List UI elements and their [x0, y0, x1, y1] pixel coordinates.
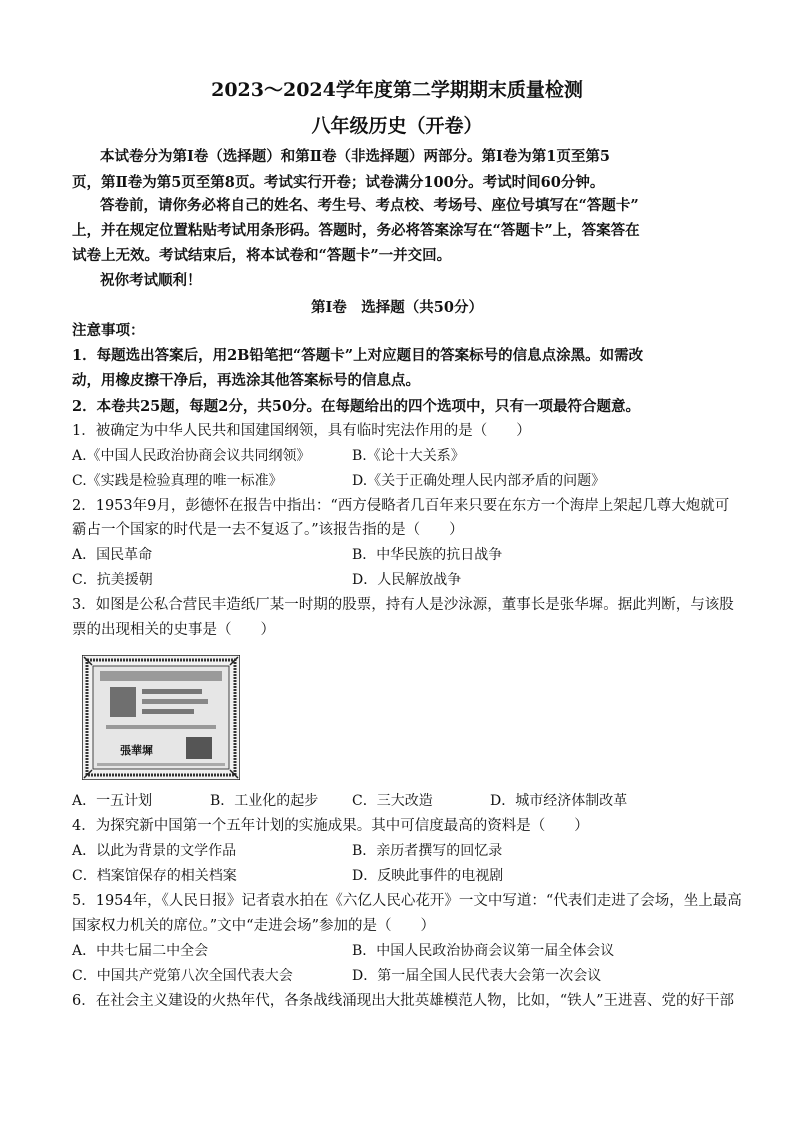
question-stem: 霸占一个国家的时代是一去不复返了。”该报告指的是（ ） [72, 522, 464, 538]
question-stem: 1．被确定为中华人民共和国建国纲领，具有临时宪法作用的是（ ） [72, 423, 531, 439]
option-a: A.《中国人民政治协商会议共同纲领》 [72, 448, 311, 464]
option-b: B.《论十大关系》 [352, 448, 465, 464]
intro-line: 试卷上无效。考试结束后，将本试卷和“答题卡”一并交回。 [72, 247, 452, 264]
option-c: C．抗美援朝 [72, 572, 153, 588]
intro-line: 页，第Ⅱ卷为第5页至第8页。考试实行开卷；试卷满分100分。考试时间60分钟。 [72, 174, 605, 191]
intro-line: 上，并在规定位置粘贴考试用条形码。答题时，务必将答案涂写在“答题卡”上，答案答在 [72, 222, 640, 239]
option-b: B．中华民族的抗日战争 [352, 547, 503, 563]
option-d: D.《关于正确处理人民内部矛盾的问题》 [352, 473, 606, 489]
notice-line: 动，用橡皮擦干净后，再选涂其他答案标号的信息点。 [72, 372, 420, 389]
option-a: A．一五计划 [72, 793, 153, 809]
option-b: B．中国人民政治协商会议第一届全体会议 [352, 943, 615, 959]
option-d: D．城市经济体制改革 [490, 793, 628, 809]
option-a: A．国民革命 [72, 547, 153, 563]
option-b: B．亲历者撰写的回忆录 [352, 843, 503, 859]
question-stem: 国家权力机关的席位。”文中“走进会场”参加的是（ ） [72, 918, 435, 934]
stock-certificate-image [82, 655, 240, 780]
option-a: A．以此为背景的文学作品 [72, 843, 237, 859]
option-c: C．三大改造 [352, 793, 433, 809]
question-stem: 3．如图是公私合营民丰造纸厂某一时期的股票，持有人是沙泳源，董事长是张华墀。据此判断，与该股 [72, 597, 734, 613]
option-b: B．工业化的起步 [210, 793, 319, 809]
exam-title: 2023～2024学年度第二学期期末质量检测 [211, 79, 583, 101]
notice-line: 2．本卷共25题，每题2分，共50分。在每题给出的四个选项中，只有一项最符合题意。 [72, 398, 641, 415]
notice-heading: 注意事项： [72, 322, 145, 339]
option-c: C．档案馆保存的相关档案 [72, 868, 237, 884]
section-title: 第Ⅰ卷 选择题（共50分） [311, 299, 483, 316]
question-stem: 4．为探究新中国第一个五年计划的实施成果。其中可信度最高的资料是（ ） [72, 818, 589, 834]
notice-line: 1．每题选出答案后，用2B铅笔把“答题卡”上对应题目的答案标号的信息点涂黑。如需改 [72, 347, 644, 364]
option-a: A．中共七届二中全会 [72, 943, 209, 959]
stock-holder-text: 張華墀 [120, 744, 153, 757]
intro-line: 本试卷分为第Ⅰ卷（选择题）和第Ⅱ卷（非选择题）两部分。第Ⅰ卷为第1页至第5 [100, 148, 610, 165]
question-stem: 6．在社会主义建设的火热年代，各条战线涌现出大批英雄模范人物，比如，“铁人”王进喜、党的好干部 [72, 993, 735, 1009]
option-d: D．反映此事件的电视剧 [352, 868, 504, 884]
question-stem: 票的出现相关的史事是（ ） [72, 622, 275, 638]
exam-subtitle: 八年级历史（开卷） [311, 115, 483, 137]
intro-line: 答卷前，请你务必将自己的姓名、考生号、考点校、考场号、座位号填写在“答题卡” [100, 197, 639, 214]
option-d: D．第一届全国人民代表大会第一次会议 [352, 968, 602, 984]
question-stem: 2．1953年9月，彭德怀在报告中指出：“西方侵略者几百年来只要在东方一个海岸上架起几尊大炮就可 [72, 498, 730, 514]
option-d: D．人民解放战争 [352, 572, 462, 588]
wish-line: 祝你考试顺利！ [100, 272, 202, 289]
option-c: C．中国共产党第八次全国代表大会 [72, 968, 293, 984]
option-c: C.《实践是检验真理的唯一标准》 [72, 473, 283, 489]
question-stem: 5．1954年，《人民日报》记者袁水拍在《六亿人民心花开》一文中写道：“代表们走进了会场，坐上最高 [72, 893, 742, 909]
